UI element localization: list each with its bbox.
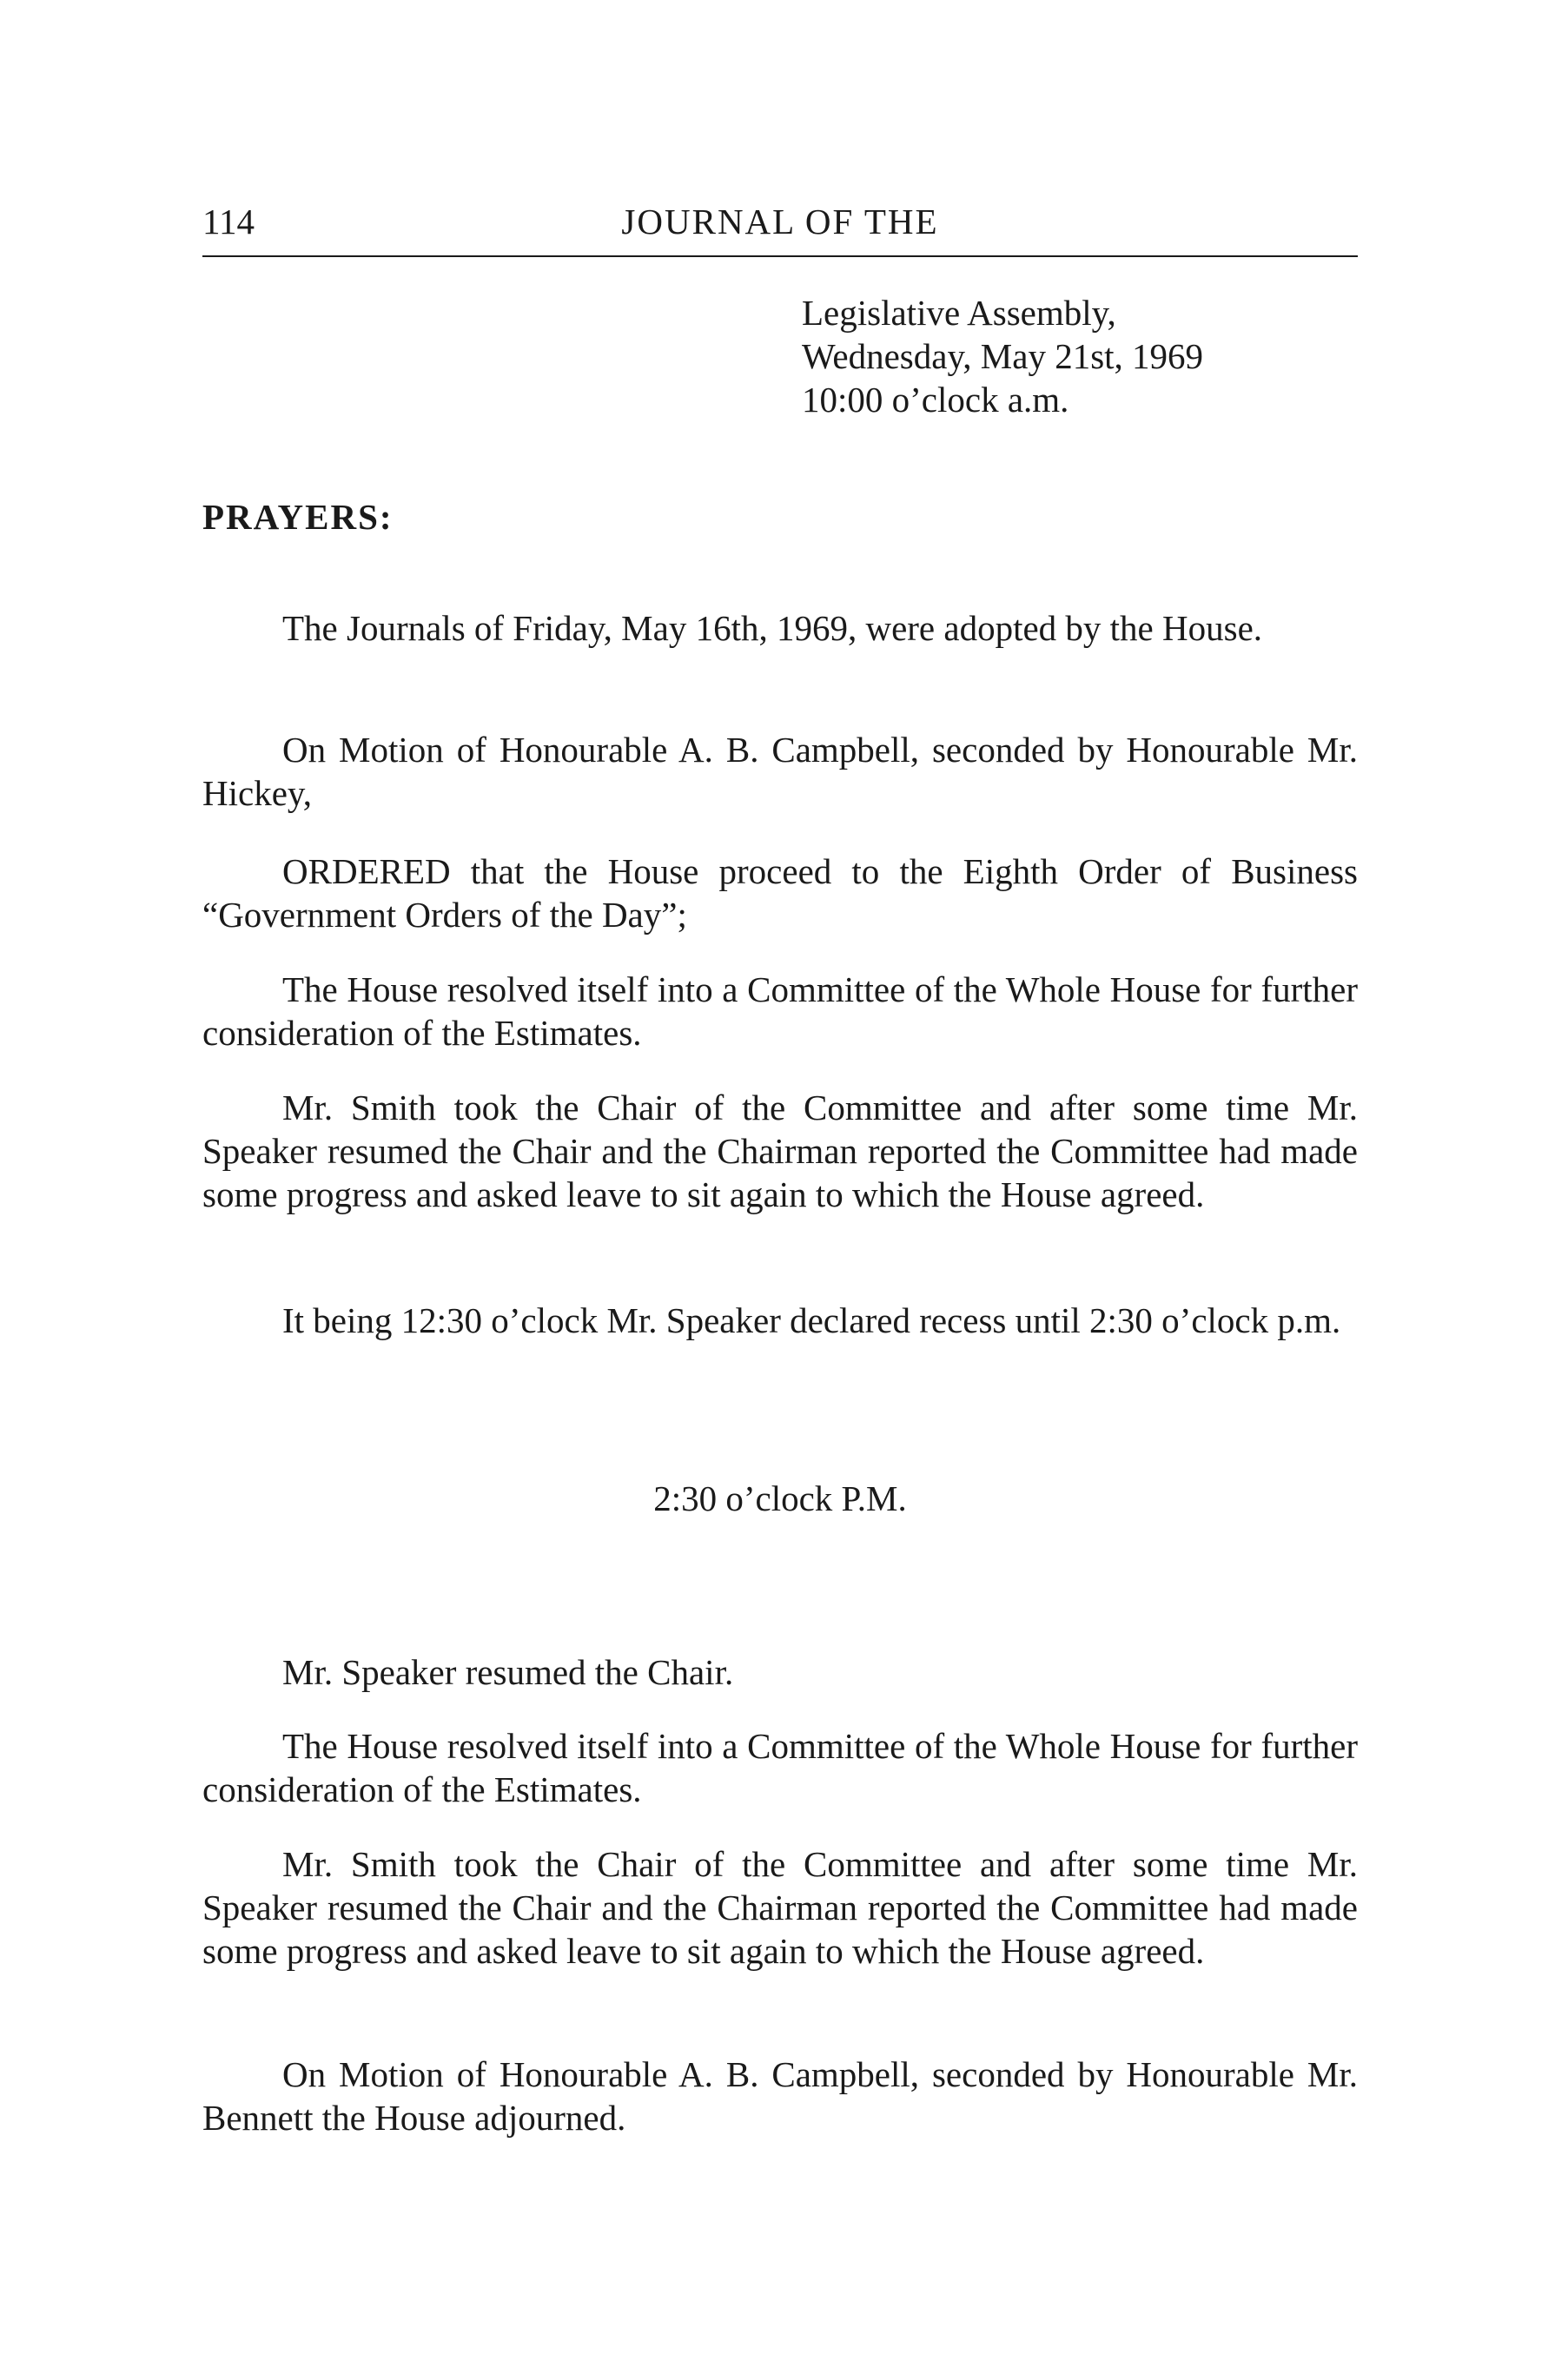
- dateline: [802, 291, 1358, 421]
- running-head: JOURNAL OF THE: [621, 202, 939, 241]
- paragraph-motion-hickey: On Motion of Honourable A. B. Campbell, seconded by Honourable Mr. Hickey,: [202, 730, 1358, 813]
- header-rule: [202, 255, 1358, 257]
- paragraph-recess: It being 12:30 o’clock Mr. Speaker declared recess until 2:30 o’clock p.m.: [282, 1300, 1341, 1340]
- paragraph-ordered: ORDERED that the House proceed to the Eighth Order of Business “Government Orders of the Day”;: [202, 851, 1358, 935]
- paragraph-committee-morning: The House resolved itself into a Committee of the Whole House for further consideration of the Estimates.: [202, 969, 1358, 1053]
- paragraph-speaker-resumed: Mr. Speaker resumed the Chair.: [282, 1652, 734, 1692]
- dateline-time: 10:00 o’clock a.m.: [802, 380, 1069, 420]
- afternoon-time: 2:30 o’clock P.M.: [653, 1478, 907, 1518]
- journal-page: [202, 182, 1358, 2138]
- paragraph-chair-afternoon: Mr. Smith took the Chair of the Committee and after some time Mr. Speaker resumed the Chair and the Chairman reported the Committee had made some progress and asked leave to sit again to which the House agreed.: [202, 1844, 1358, 1971]
- page-number: 114: [202, 202, 255, 241]
- prayers-heading: PRAYERS:: [202, 497, 394, 537]
- dateline-date: Wednesday, May 21st, 1969: [802, 336, 1204, 376]
- paragraph-journals-adopted: The Journals of Friday, May 16th, 1969, were adopted by the House.: [282, 608, 1263, 648]
- paragraph-chair-morning: Mr. Smith took the Chair of the Committee and after some time Mr. Speaker resumed the Chair and the Chairman reported the Committee had made some progress and asked leave to sit again to which the House agreed.: [202, 1088, 1358, 1214]
- paragraph-adjourned: On Motion of Honourable A. B. Campbell, seconded by Honourable Mr. Bennett the House adjourned.: [202, 2054, 1358, 2138]
- page-header: [202, 182, 1358, 245]
- dateline-assembly: Legislative Assembly,: [802, 293, 1116, 333]
- paragraph-committee-afternoon: The House resolved itself into a Committee of the Whole House for further consideration of the Estimates.: [202, 1726, 1358, 1809]
